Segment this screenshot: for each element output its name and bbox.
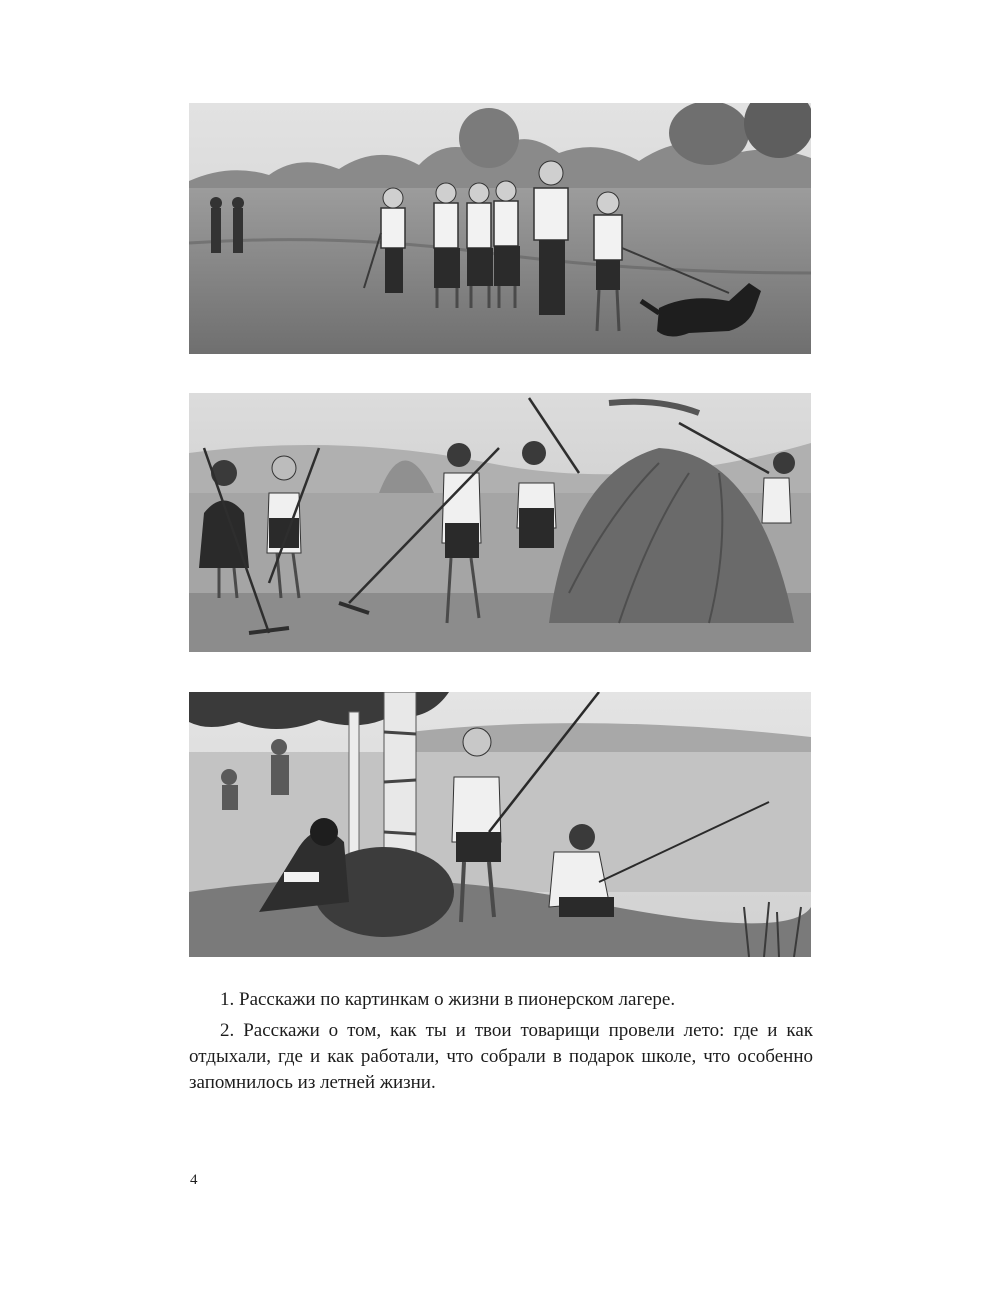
exercise-text xyxy=(189,987,813,1101)
pioneers-haymaking-illustration xyxy=(189,393,811,652)
page-number: 4 xyxy=(190,1172,198,1188)
exercise-2: 2. Расскажи о том, как ты и твои товарищи провели лето: где и как отдыхали, где и как работали, что собрали в подарок школе, что особенно запомнилось из летней жизни. xyxy=(189,1020,813,1093)
pioneers-at-lake-illustration xyxy=(189,692,811,957)
pioneers-walking-in-field-illustration xyxy=(189,103,811,354)
exercise-1: 1. Расскажи по картинкам о жизни в пионерском лагере. xyxy=(220,989,676,1010)
